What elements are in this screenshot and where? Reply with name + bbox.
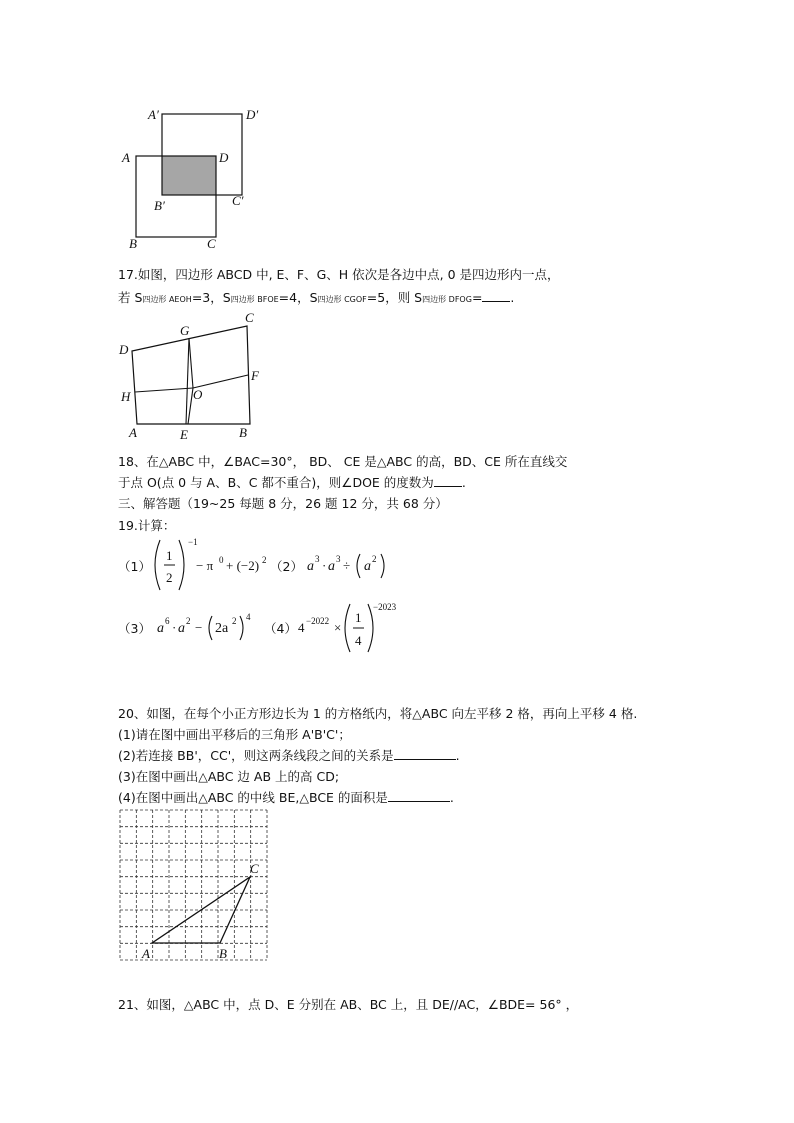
label-B-prime: B′ — [154, 198, 165, 213]
e2-exp1: 3 — [315, 554, 320, 564]
q17-line1: 17.如图，四边形 ABCD 中, E、F、G、H 依次是各边中点, 0 是四边形内一点， — [118, 267, 560, 282]
q18-period: . — [461, 475, 466, 490]
e2-a3: a — [364, 559, 371, 574]
q17-sub-cgof: 四边形 CGOF — [317, 295, 367, 304]
q20-intro: 20、如图，在每个小正方形边长为 1 的方格纸内，将△ABC 向左平移 2 格，再向上平移 4 格. — [118, 706, 638, 721]
q20-part4-text: (4)在图中画出△ABC 的中线 BE,△BCE 的面积是 — [118, 790, 388, 805]
label-O: O — [193, 387, 203, 402]
q17-text-a: 若 S — [118, 290, 143, 305]
label-H: H — [121, 389, 131, 404]
e1-numerator: 1 — [166, 548, 173, 563]
e1-pi-term: − π — [196, 558, 214, 573]
q20-part2-period: . — [455, 748, 460, 763]
q19-item3-label: （3） — [118, 621, 151, 636]
q17-sub-bfoe: 四边形 BFOE — [230, 295, 279, 304]
label-A: A — [122, 150, 130, 165]
label-C: C — [245, 310, 254, 325]
label-C: C — [250, 861, 259, 876]
e2-a2: a — [328, 559, 335, 574]
label-A: A — [129, 425, 137, 440]
q19-item1-label: （1） — [118, 559, 151, 574]
e1-plus-neg2: + (−2) — [226, 558, 260, 573]
q17-text-d: =5，则 S — [366, 290, 423, 305]
q20-part2-text: (2)若连接 BB'，CC'，则这两条线段之间的关系是 — [118, 748, 394, 763]
e4-numerator: 1 — [355, 610, 362, 625]
e1-exponent: −1 — [188, 537, 198, 547]
q19-item2-label: （2） — [270, 559, 303, 574]
q17-text-b: =3，S — [191, 290, 231, 305]
e3-exp6: 6 — [165, 616, 170, 626]
label-G: G — [180, 323, 190, 338]
label-A: A — [142, 946, 150, 961]
e1-pi-zero: 0 — [219, 555, 224, 565]
e1-denominator: 2 — [166, 570, 173, 585]
section-3-title: 三、解答题（19~25 每题 8 分，26 题 12 分，共 68 分） — [118, 496, 448, 511]
q20-part4-period: . — [449, 790, 454, 805]
e4-exp1: −2022 — [306, 616, 330, 626]
e3-a1: a — [157, 621, 164, 636]
dashed-grid — [120, 810, 267, 960]
q17-sub-aeoh: 四边形 AEOH — [142, 295, 192, 304]
label-B: B — [239, 425, 247, 440]
label-B: B — [129, 236, 137, 251]
q18-text: 于点 O(点 0 与 A、B、C 都不重合)，则∠DOE 的度数为 — [118, 475, 434, 490]
label-B: B — [219, 946, 227, 961]
e3-exp2: 2 — [186, 616, 191, 626]
e2-exp2: 3 — [336, 554, 341, 564]
label-D: D — [119, 342, 129, 357]
e3-a2: a — [178, 621, 185, 636]
e1-square: 2 — [262, 555, 267, 565]
e2-exp3: 2 — [372, 554, 377, 564]
label-D-prime: D′ — [246, 107, 259, 122]
e2-a1: a — [307, 559, 314, 574]
q19-title: 19.计算： — [118, 518, 176, 533]
label-E: E — [180, 427, 188, 442]
label-F: F — [251, 368, 259, 383]
label-C: C — [207, 236, 216, 251]
label-C-prime: C′ — [232, 193, 244, 208]
q17-sub-dfog: 四边形 DFOG — [422, 295, 472, 304]
q21-line1: 21、如图，△ABC 中，点 D、E 分别在 AB、BC 上，且 DE//AC，∠BDE= 56° ， — [118, 997, 579, 1012]
e4-times: × — [334, 620, 342, 635]
e2-dot: · — [322, 558, 327, 573]
e3-dot: · — [172, 620, 177, 635]
e3-outer-exp: 4 — [246, 612, 251, 622]
e4-exp2: −2023 — [373, 602, 397, 612]
e4-base: 4 — [298, 620, 305, 635]
q18-line1: 18、在△ABC 中，∠BAC=30°， BD、 CE 是△ABC 的高，BD、CE 所在直线交 — [118, 454, 568, 469]
q20-part3: (3)在图中画出△ABC 边 AB 上的高 CD; — [118, 769, 340, 784]
q17-text-f: . — [510, 290, 515, 305]
label-D: D — [219, 150, 229, 165]
e4-denominator: 4 — [355, 633, 362, 648]
q20-part1: (1)请在图中画出平移后的三角形 A'B'C'； — [118, 727, 351, 742]
e3-coef: 2a — [215, 621, 229, 636]
q19-item4-label: （4） — [264, 621, 297, 636]
e3-inner-exp: 2 — [232, 616, 237, 626]
e3-minus: − — [195, 620, 203, 635]
q17-text-e: = — [471, 290, 483, 305]
label-A-prime: A′ — [148, 107, 159, 122]
e2-div: ÷ — [343, 558, 351, 573]
q17-text-c: =4，S — [278, 290, 318, 305]
